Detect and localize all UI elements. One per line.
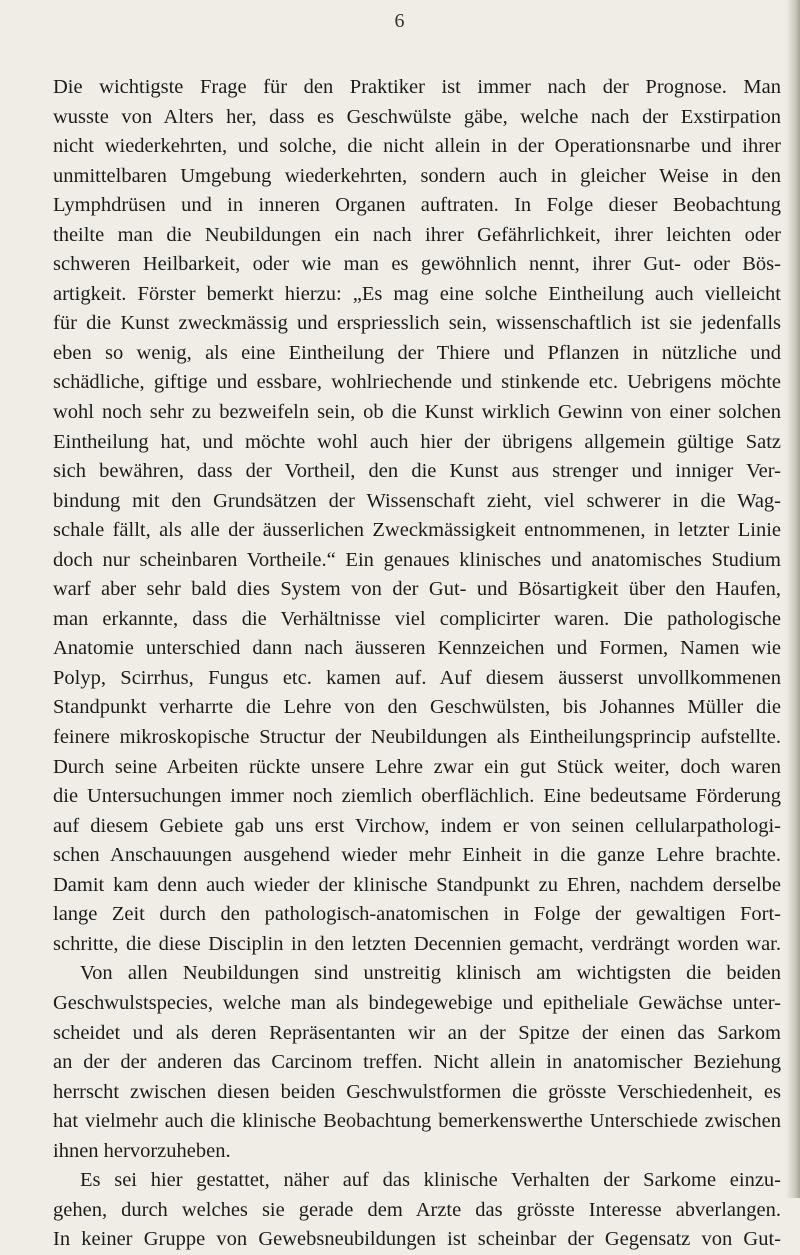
text-line: Durch seine Arbeiten rückte unsere Lehre zwar ein gut Stück weiter, doch waren [53,755,781,778]
text-line: sich bewähren, dass der Vortheil, den die Kunst aus strenger und inniger Ver- [53,460,781,483]
text-line: unmittelbaren Umgebung wiederkehrten, sondern auch in gleicher Weise in den [53,164,781,187]
text-line: ihnen hervorzuheben. [53,1139,231,1162]
text-line: bindung mit den Grundsätzen der Wissenschaft zieht, viel schwerer in die Wag- [53,489,781,512]
text-line: die Untersuchungen immer noch ziemlich oberflächlich. Eine bedeutsame Förderung [53,785,781,808]
text-line: Damit kam denn auch wieder der klinische Standpunkt zu Ehren, nachdem derselbe [53,873,781,896]
text-line: gehen, durch welches sie gerade dem Arzte das grösste Interesse abverlangen. [53,1198,781,1221]
text-line: herrscht zwischen diesen beiden Geschwulstformen die grösste Verschiedenheit, es [53,1080,781,1103]
text-line: Eintheilung hat, und möchte wohl auch hier der übrigens allgemein gültige Satz [53,430,781,453]
text-line: an der der anderen das Carcinom treffen. Nicht allein in anatomischer Beziehung [53,1051,781,1074]
text-line: schale fällt, als alle der äusserlichen Zweckmässigkeit entnommenen, in letzter Linie [53,519,781,542]
text-line: Standpunkt verharrte die Lehre von den Geschwülsten, bis Johannes Müller die [53,696,781,719]
text-line: auf diesem Gebiete gab uns erst Virchow, indem er von seinen cellularpathologi- [53,814,781,837]
text-line: Lymphdrüsen und in inneren Organen auftraten. In Folge dieser Beobachtung [53,194,781,217]
text-line: eben so wenig, als eine Eintheilung der Thiere und Pflanzen in nützliche und [53,341,781,364]
text-line: artigkeit. Förster bemerkt hierzu: „Es mag eine solche Eintheilung auch vielleicht [53,282,781,305]
text-line: schritte, die diese Disciplin in den letzten Decennien gemacht, verdrängt worden war. [53,932,781,955]
text-line: feinere mikroskopische Structur der Neubildungen als Eintheilungsprincip aufstellte. [53,726,781,749]
text-line: wusste von Alters her, dass es Geschwülste gäbe, welche nach der Exstirpation [53,105,781,128]
text-line: Polyp, Scirrhus, Fungus etc. kamen auf. Auf diesem äusserst unvollkommenen [53,666,781,689]
text-line: wohl noch sehr zu bezweifeln sein, ob die Kunst wirklich Gewinn von einer solchen [53,401,781,424]
text-line: man erkannte, dass die Verhältnisse viel complicirter waren. Die pathologische [53,607,781,630]
text-line: Geschwulstspecies, welche man als bindegewebige und epitheliale Gewächse unter- [53,991,781,1014]
text-line: lange Zeit durch den pathologisch-anatomischen in Folge der gewaltigen Fort- [53,903,781,926]
text-line: hat vielmehr auch die klinische Beobachtung bemerkenswerthe Unterschiede zwischen [53,1110,781,1133]
text-line: theilte man die Neubildungen ein nach ihrer Gefährlichkeit, ihrer leichten oder [53,223,781,246]
page-number: 6 [394,10,406,32]
text-line: scheidet und als deren Repräsentanten wir an der Spitze der einen das Sarkom [53,1021,781,1044]
text-line: schädliche, giftige und essbare, wohlriechende und stinkende etc. Uebrigens möchte [53,371,781,394]
text-line: nicht wiederkehrten, und solche, die nicht allein in der Operationsnarbe und ihrer [53,135,781,158]
text-line: Die wichtigste Frage für den Praktiker ist immer nach der Prognose. Man [53,76,781,98]
text-line: Es sei hier gestattet, näher auf das klinische Verhalten der Sarkome einzu- [80,1169,781,1192]
body-text [53,73,781,1255]
page-edge-shadow [786,0,800,1198]
text-line: schen Anschauungen ausgehend wieder mehr Einheit in die ganze Lehre brachte. [53,844,781,867]
text-line: schweren Heilbarkeit, oder wie man es gewöhnlich nennt, ihrer Gut- oder Bös- [53,253,781,276]
text-line: Anatomie unterschied dann nach äusseren Kennzeichen und Formen, Namen wie [53,637,781,660]
text-line: für die Kunst zweckmässig und erspriesslich sein, wissenschaftlich ist sie jedenfalls [53,312,781,335]
text-line: In keiner Gruppe von Gewebsneubildungen ist scheinbar der Gegensatz von Gut- [53,1228,781,1251]
text-line: warf aber sehr bald dies System von der Gut- und Bösartigkeit über den Haufen, [53,578,781,601]
text-line: doch nur scheinbaren Vortheile.“ Ein genaues klinisches und anatomisches Studium [53,548,781,571]
text-line: Von allen Neubildungen sind unstreitig klinisch am wichtigsten die beiden [80,962,781,985]
